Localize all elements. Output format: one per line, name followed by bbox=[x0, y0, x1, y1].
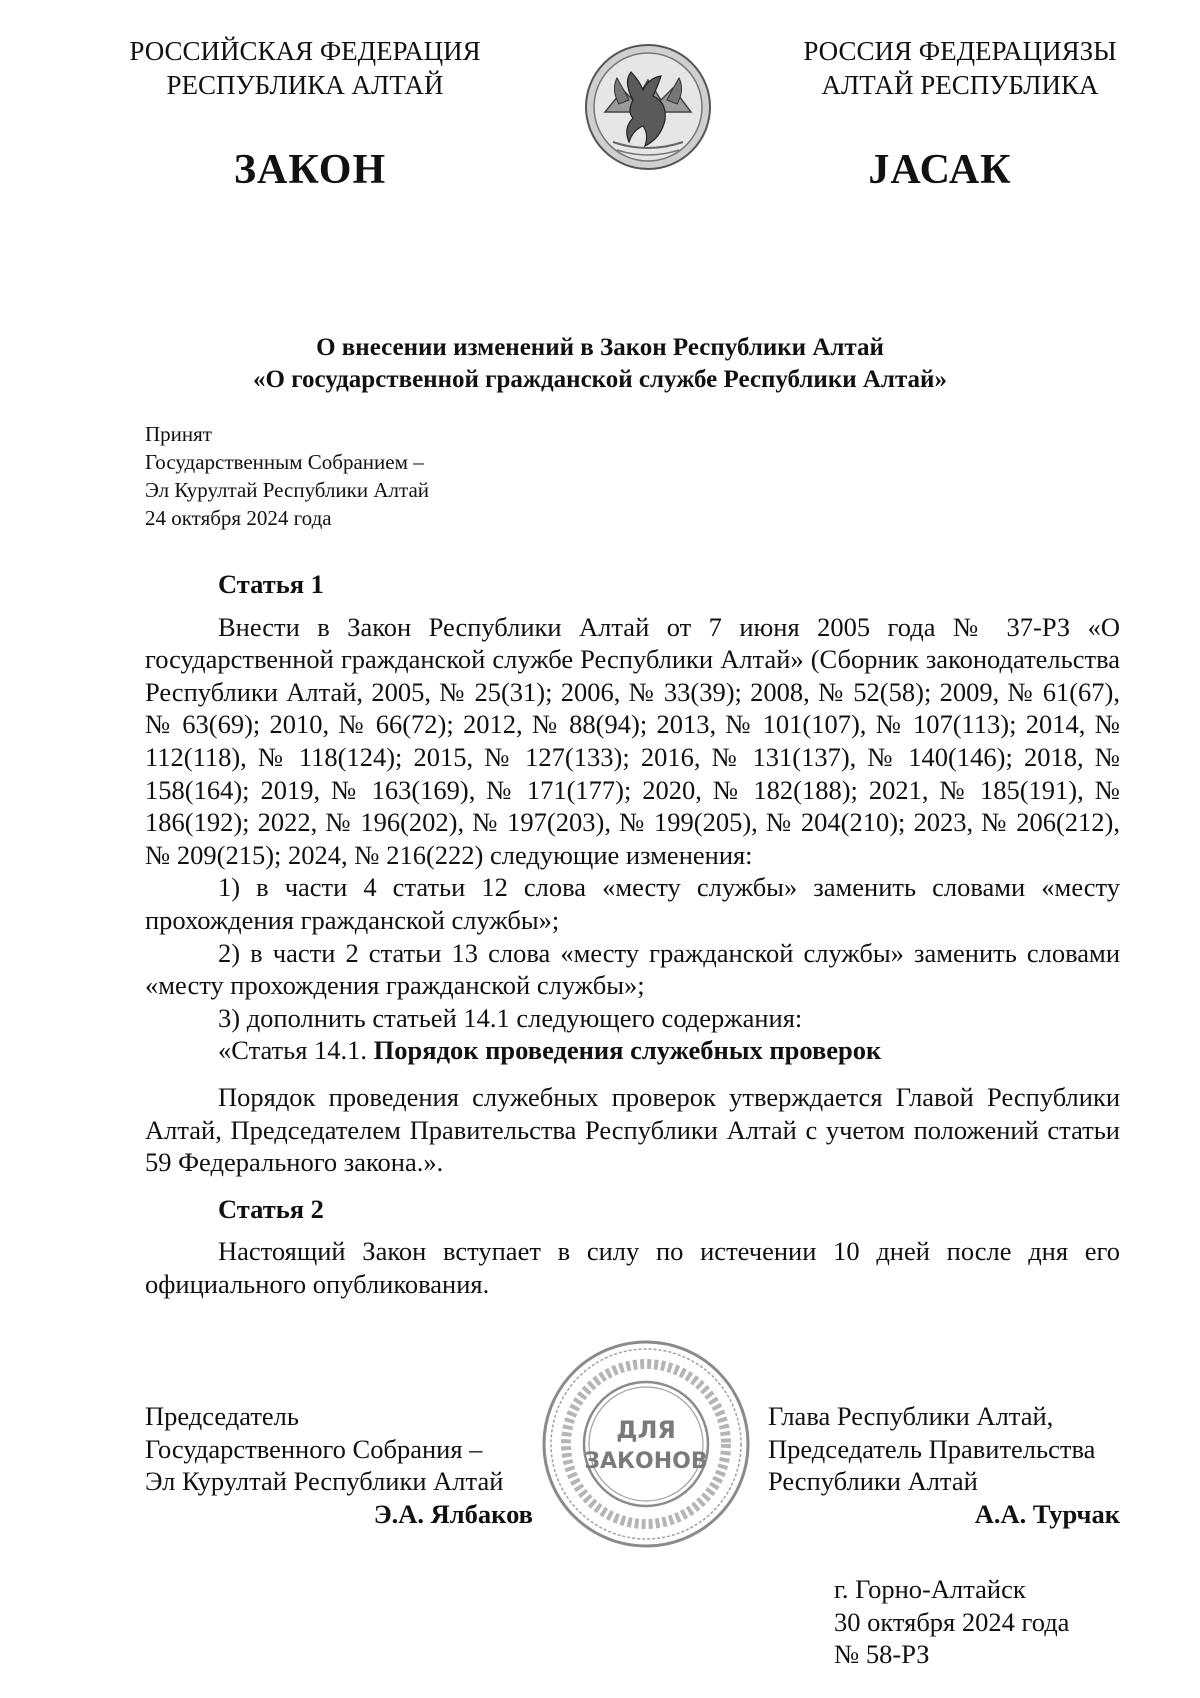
footer-city: г. Горно-Алтайск bbox=[834, 1574, 1026, 1604]
seal-text-line2: ЗАКОНОВ bbox=[584, 1449, 708, 1474]
article-1-item-3: 3) дополнить статьей 14.1 следующего содержания: bbox=[218, 1002, 803, 1033]
signature-right-line1: Глава Республики Алтай, bbox=[768, 1401, 1054, 1431]
header-left bbox=[120, 34, 490, 102]
coat-of-arms-emblem bbox=[583, 42, 713, 172]
adoption-date: 24 октября 2024 года bbox=[145, 506, 332, 530]
signature-right-line2: Председатель Правительства bbox=[768, 1433, 1096, 1464]
signature-left-line2: Государственного Собрания – bbox=[145, 1433, 483, 1464]
official-seal-stamp bbox=[540, 1338, 752, 1550]
header-left-line1: РОССИЙСКАЯ ФЕДЕРАЦИЯ bbox=[129, 36, 481, 66]
signature-left-line1: Председатель bbox=[145, 1401, 299, 1431]
adoption-line3: Эл Курултай Республики Алтай bbox=[145, 478, 430, 502]
article-1-item-2: 2) в части 2 статьи 13 слова «месту гражданской службы» заменить словами «месту прохождения гражданской службы»; bbox=[145, 937, 1120, 1001]
article-1 bbox=[145, 568, 1120, 1300]
article-1-item-1: 1) в части 4 статьи 12 слова «месту службы» заменить словами «месту прохождения гражданской службы»; bbox=[145, 872, 1120, 935]
adoption-info bbox=[145, 420, 429, 532]
signature-left-line3: Эл Курултай Республики Алтай bbox=[145, 1466, 504, 1497]
header-right-line2: АЛТАЙ РЕСПУБЛИКА bbox=[821, 70, 1099, 100]
law-name-line2: «О государственной гражданской службе Республики Алтай» bbox=[253, 366, 947, 393]
article-2-text: Настоящий Закон вступает в силу по истечении 10 дней после дня его официального опубликования. bbox=[145, 1236, 1120, 1299]
article-1-intro: Внести в Закон Республики Алтай от 7 июня 2005 года № 37-РЗ «О государственной гражданской службе Республики Алтай» (Сборник законодательства Республики Алтай, 2005, № 25(31); 2006, № 33(39); 2008, № 52(58); 2009, № 61(67), № 63(69); 2010, № 66(72); 2012, № 88(94); 2013, № 101(107), № 107(113); 2014, № 112(118), № 118(124); 2015, № 127(133); 2016, № 131(137), № 140(146); 2018, № 158(164); 2019, № 163(169), № 171(177); 2020, № 182(188); 2021, № 185(191), № 186(192); 2022, № 196(202), № 197(203), № 199(205), № 204(210); 2023, № 206(212), № 209(215); 2024, № 216(222) следующие изменения: bbox=[145, 611, 1120, 870]
article-1-heading: Статья 1 bbox=[218, 569, 324, 599]
new-article-title: Порядок проведения служебных проверок bbox=[373, 1035, 882, 1066]
law-title-left: ЗАКОН bbox=[233, 147, 387, 193]
footer-number: № 58-РЗ bbox=[834, 1639, 930, 1670]
footer-block bbox=[834, 1573, 1069, 1671]
new-article-heading bbox=[145, 1034, 1120, 1067]
new-article-text: Порядок проведения служебных проверок утверждается Главой Республики Алтай, Председателем Правительства Республики Алтай с учетом положений статьи 59 Федерального закона.». bbox=[145, 1081, 1120, 1178]
seal-text-line1: ДЛЯ bbox=[616, 1416, 676, 1444]
header-right-line1: РОССИЯ ФЕДЕРАЦИЯЗЫ bbox=[803, 36, 1117, 66]
signature-left-name: Э.А. Ялбаков bbox=[373, 1498, 533, 1529]
signature-left bbox=[145, 1400, 533, 1530]
header-right bbox=[790, 34, 1130, 102]
article-2-heading: Статья 2 bbox=[218, 1193, 324, 1224]
adoption-line1: Принят bbox=[145, 422, 212, 446]
signature-right-line3: Республики Алтай bbox=[768, 1466, 978, 1497]
signature-right bbox=[768, 1400, 1120, 1530]
footer-date: 30 октября 2024 года bbox=[834, 1606, 1070, 1637]
law-name-line1: О внесении изменений в Закон Республики Алтай bbox=[316, 334, 884, 361]
signature-right-name: А.А. Турчак bbox=[974, 1498, 1120, 1529]
new-article-prefix: «Статья 14.1. bbox=[218, 1035, 374, 1066]
law-name bbox=[0, 332, 1200, 396]
header-left-line2: РЕСПУБЛИКА АЛТАЙ bbox=[166, 70, 444, 100]
law-title-right: ЈАСАК bbox=[868, 147, 1012, 193]
adoption-line2: Государственным Собранием – bbox=[145, 450, 424, 474]
